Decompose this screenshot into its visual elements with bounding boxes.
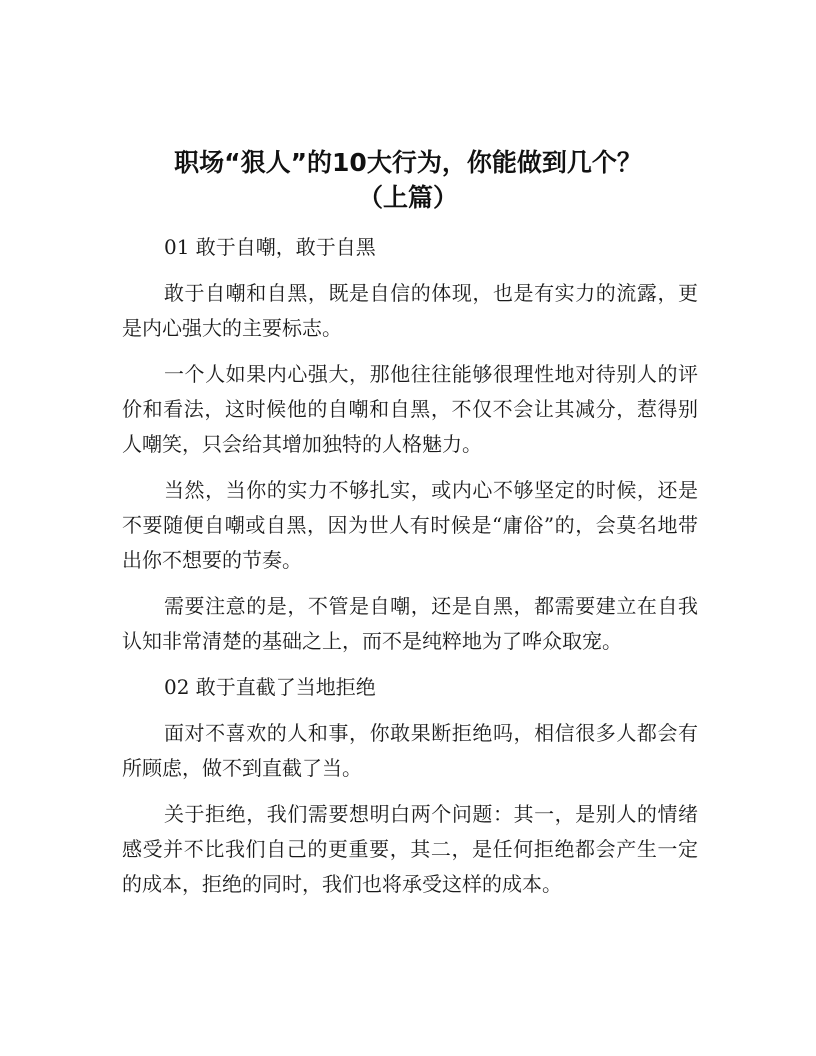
document-body [122,230,698,913]
paragraph: 关于拒绝，我们需要想明白两个问题：其一，是别人的情绪感受并不比我们自己的更重要，其二，是任何拒绝都会产生一定的成本，拒绝的同时，我们也将承受这样的成本。 [122,802,698,896]
paragraph: 需要注意的是，不管是自嘲，还是自黑，都需要建立在自我认知非常清楚的基础之上，而不是纯粹地为了哗众取宠。 [122,594,698,653]
section-heading-01: 01 敢于自嘲，敢于自黑 [164,235,376,259]
paragraph: 一个人如果内心强大，那他往往能够很理性地对待别人的评价和看法，这时候他的自嘲和自黑，不仅不会让其减分，惹得别人嘲笑，只会给其增加独特的人格魅力。 [122,362,698,456]
section-heading-02: 02 敢于直截了当地拒绝 [164,675,376,699]
paragraph: 当然，当你的实力不够扎实，或内心不够坚定的时候，还是不要随便自嘲或自黑，因为世人有时候是“庸俗”的，会莫名地带出你不想要的节奏。 [122,478,698,572]
document-title: 职场“狠人”的10大行为，你能做到几个？ [174,148,642,177]
paragraph: 敢于自嘲和自黑，既是自信的体现，也是有实力的流露，更是内心强大的主要标志。 [122,281,698,340]
paragraph: 面对不喜欢的人和事，你敢果断拒绝吗，相信很多人都会有所顾虑，做不到直截了当。 [122,721,698,780]
document-subtitle: （上篇） [357,183,458,212]
